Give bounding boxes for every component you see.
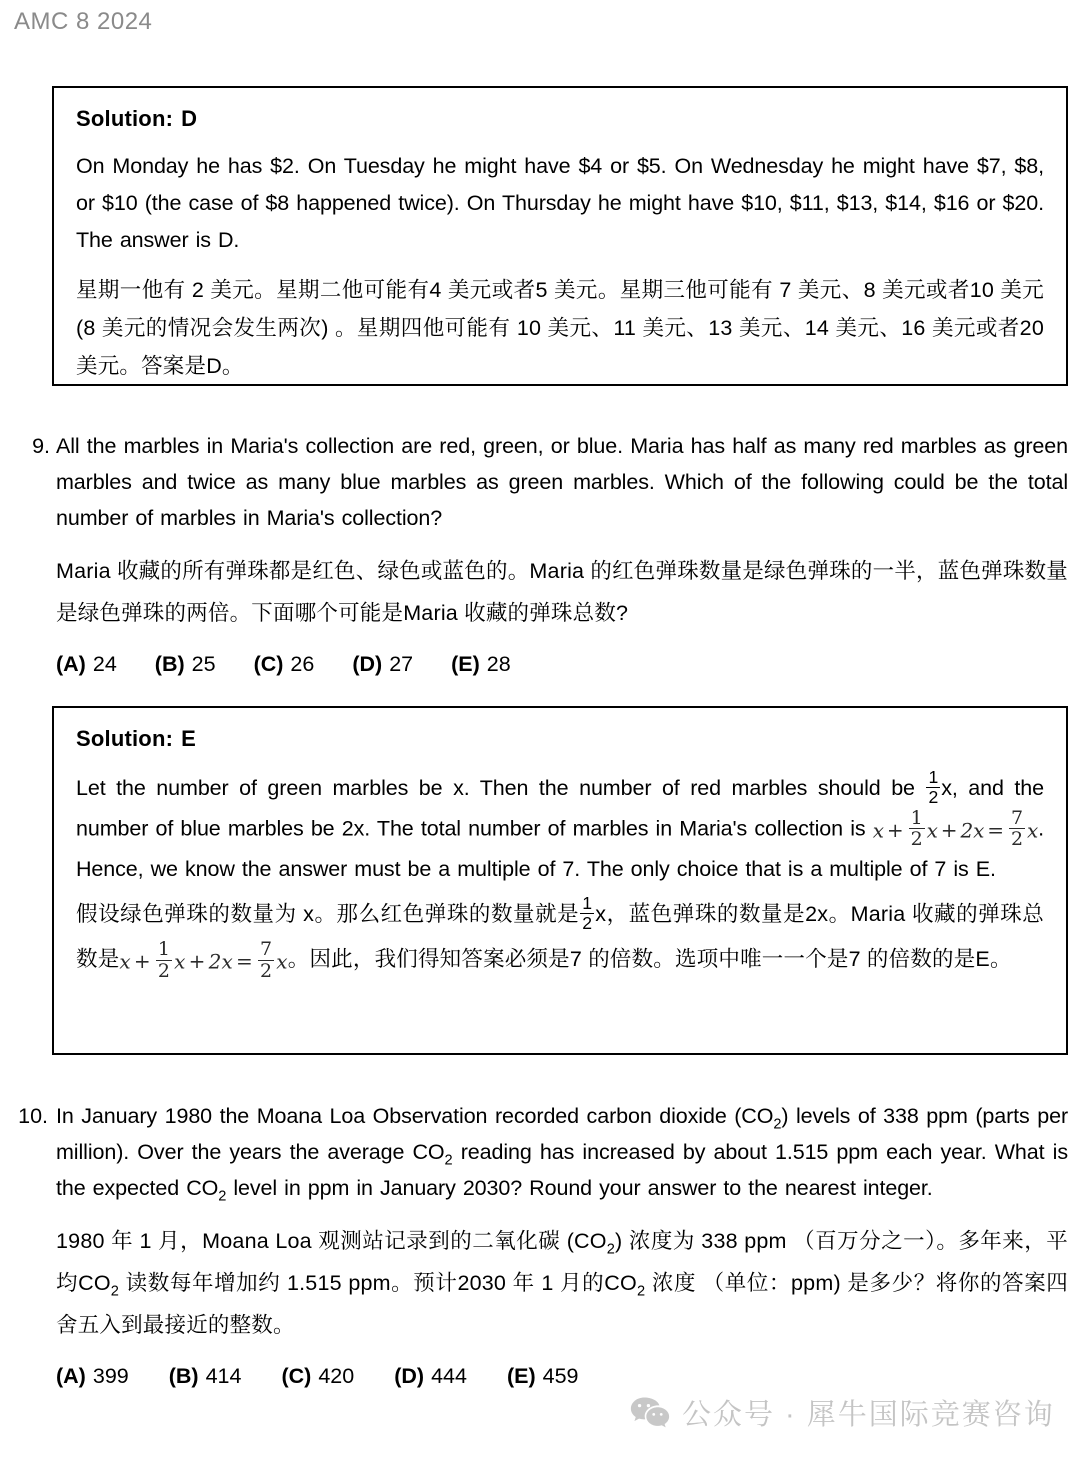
choice-label: (B): [168, 1364, 199, 1388]
problem-10-choices: [56, 1360, 1068, 1392]
page-running-header: AMC 8 2024: [14, 8, 153, 35]
choice-value: 24: [92, 652, 117, 676]
problem-10: [14, 1098, 1068, 1392]
problem-10-chinese-part-2: ) 浓度为 338 ppm （百万分之一）。多年来，平均CO: [56, 1229, 1068, 1295]
choice-label: (A): [56, 652, 86, 676]
problem-9-choice-a[interactable]: [56, 648, 117, 680]
problem-10-english-part-4: level in ppm in January 2030? Round your answer to the nearest integer.: [226, 1176, 933, 1200]
solution-8-chinese-text: 星期一他有 2 美元。星期二他可能有4 美元或者5 美元。星期三他可能有 7 美元、8 美元或者10 美元 (8 美元的情况会发生两次) 。星期四他可能有 10 美元、11 美元、13 美元、14 美元、16 美元或者20 美元。答案是D。: [76, 278, 1044, 379]
problem-10-english-part-3: reading has increased by about 1.515 ppm each year. What is the expected CO: [56, 1140, 1068, 1200]
watermark-text: 公众号 · 犀牛国际竞赛咨询: [682, 1399, 1055, 1431]
problem-10-choice-b[interactable]: [169, 1360, 242, 1392]
problem-10-choice-e[interactable]: [507, 1360, 579, 1392]
co2-subscript-2: 2: [444, 1152, 453, 1169]
choice-label: (A): [56, 1364, 86, 1388]
choice-value: 459: [542, 1364, 579, 1388]
fraction-denominator: 2: [157, 959, 171, 982]
solution-9-chinese-text: [76, 892, 1044, 984]
choice-label: (B): [154, 652, 185, 676]
problem-9-choice-b[interactable]: [155, 648, 216, 680]
problem-9-choice-c[interactable]: [254, 648, 315, 680]
equation-equals: =: [987, 817, 1004, 842]
problem-9-english-text: All the marbles in Maria's collection are red, green, or blue. Maria has half as many red marbles as green marbles and twice as many blue marbles as green marbles. Which of the following could be the total number of marbles in Maria's collection?: [56, 434, 1068, 530]
solution-9-english-text: [76, 768, 1044, 888]
problem-10-chinese-part-3: 读数每年增加约 1.515 ppm。预计2030 年 1 月的CO: [119, 1271, 637, 1295]
solution-box-problem-9: [52, 706, 1068, 1055]
solution-9-english-part-3: . Hence, we know the answer must be a multiple of 7. The only choice that is a multiple of 7 is E.: [76, 815, 1044, 882]
solution-9-english-part-1: Let the number of green marbles be x. Then the number of red marbles should be: [76, 776, 926, 801]
choice-value: 25: [191, 652, 216, 676]
equation-term-x3: x: [276, 949, 288, 974]
problem-9-number: 9.: [32, 434, 50, 458]
equation-term-x3: x: [1026, 817, 1039, 842]
choice-label: (E): [506, 1364, 536, 1388]
equation-term-2x: 2x: [960, 817, 985, 842]
choice-value: 27: [389, 652, 414, 676]
solution-9-chinese-part-1: 假设绿色弹珠的数量为 x。那么红色弹珠的数量就是: [76, 902, 580, 927]
fraction-denominator: 2: [582, 912, 593, 933]
problem-10-choice-d[interactable]: [394, 1360, 467, 1392]
problem-10-english-text: [56, 1098, 1068, 1206]
co2-subscript-zh-3: 2: [636, 1283, 646, 1300]
equation-term-2x: 2x: [208, 949, 234, 974]
wechat-icon: [630, 1396, 670, 1430]
solution-box-problem-8: [52, 86, 1068, 386]
problem-10-chinese-part-1: 1980 年 1 月，Moana Loa 观测站记录到的二氧化碳 (CO: [56, 1229, 607, 1253]
fraction-denominator: 2: [928, 786, 939, 807]
equation-plus-2: +: [188, 949, 206, 974]
fraction-numerator: 1: [582, 893, 593, 914]
fraction-numerator: 1: [910, 806, 923, 829]
co2-subscript-1: 2: [773, 1116, 782, 1133]
total-marbles-equation-zh: [119, 939, 287, 984]
solution-8-title: [76, 106, 1044, 132]
problem-9-chinese-text: Maria 收藏的所有弹珠都是红色、绿色或蓝色的。Maria 的红色弹珠数量是绿色弹珠的一半，蓝色弹珠数量是绿色弹珠的两倍。下面哪个可能是Maria 收藏的弹珠总数?: [56, 559, 1068, 625]
equation-term-x2: x: [174, 949, 186, 974]
equation-term-x: x: [119, 949, 131, 974]
solution-9-title-label: Solution:: [76, 726, 174, 751]
equation-plus-1: +: [886, 817, 904, 842]
co2-subscript-zh-1: 2: [606, 1241, 616, 1258]
equation-plus-2: +: [940, 817, 958, 842]
equation-equals: =: [236, 949, 253, 974]
equation-fraction-one-half: [156, 939, 172, 982]
choice-value: 420: [318, 1364, 355, 1388]
fraction-numerator: 1: [928, 767, 939, 788]
choice-label: (D): [394, 1364, 425, 1388]
solution-8-english-text: On Monday he has $2. On Tuesday he might have $4 or $5. On Wednesday he might have $7, $8, or $10 (the case of $8 happened twice). On Thursday he might have $10, $11, $13, $14, $16 or $20. The answer is D.: [76, 154, 1044, 253]
problem-10-number: 10.: [18, 1104, 48, 1128]
problem-10-choice-a[interactable]: [56, 1360, 129, 1392]
solution-9-title: [76, 726, 1044, 752]
equation-fraction-one-half: [909, 808, 925, 851]
fraction-denominator: 2: [910, 828, 923, 851]
choice-value: 444: [431, 1364, 467, 1388]
fraction-numerator: 7: [1010, 806, 1023, 829]
problem-10-chinese-part-4: 浓度 （单位：ppm) 是多少？将你的答案四舍五入到最接近的整数。: [56, 1271, 1068, 1337]
one-half-fraction: [926, 768, 940, 806]
fraction-denominator: 2: [259, 959, 273, 982]
solution-9-english-part-2: x, and the number of blue marbles be 2x. The total number of marbles in Maria's collection is: [76, 776, 1044, 840]
equation-plus-1: +: [133, 949, 151, 974]
watermark: [630, 1392, 1055, 1433]
solution-8-answer-letter: D: [181, 106, 198, 131]
equation-term-x2: x: [926, 817, 938, 842]
solution-9-answer-letter: E: [181, 726, 196, 751]
total-marbles-equation: [873, 808, 1038, 851]
choice-label: (C): [281, 1364, 312, 1388]
choice-label: (C): [253, 652, 284, 676]
choice-value: 399: [92, 1364, 129, 1388]
equation-fraction-seven-halves: [1009, 808, 1025, 851]
choice-value: 26: [290, 652, 315, 676]
equation-fraction-seven-halves: [258, 939, 274, 982]
solution-8-title-label: Solution:: [76, 106, 174, 131]
co2-subscript-3: 2: [218, 1188, 227, 1205]
equation-term-x: x: [872, 817, 884, 842]
fraction-denominator: 2: [1010, 828, 1023, 851]
problem-10-english-part-2: ) levels of 338 ppm (parts per million). Over the years the average CO: [56, 1104, 1068, 1164]
problem-9-choice-d[interactable]: [352, 648, 413, 680]
solution-9-chinese-part-3: 。因此，我们得知答案必须是7 的倍数。选项中唯一一个是7 的倍数的是E。: [287, 947, 1012, 972]
problem-9-choice-e[interactable]: [451, 648, 511, 680]
choice-label: (D): [352, 652, 383, 676]
problem-9: [14, 428, 1068, 680]
choice-value: 414: [205, 1364, 242, 1388]
solution-9-chinese-part-2: x，蓝色弹珠的数量是2x。Maria 收藏的弹珠总数是: [76, 902, 1044, 972]
co2-subscript-zh-2: 2: [110, 1283, 120, 1300]
problem-9-choices: [56, 648, 1068, 680]
fraction-numerator: 1: [157, 937, 171, 960]
one-half-fraction-zh: [580, 894, 594, 932]
problem-10-choice-c[interactable]: [281, 1360, 354, 1392]
fraction-numerator: 7: [259, 937, 273, 960]
choice-value: 28: [486, 652, 511, 676]
choice-label: (E): [451, 652, 480, 676]
problem-10-english-part-1: In January 1980 the Moana Loa Observation recorded carbon dioxide (CO: [56, 1104, 774, 1128]
problem-10-chinese-text: [56, 1220, 1068, 1346]
